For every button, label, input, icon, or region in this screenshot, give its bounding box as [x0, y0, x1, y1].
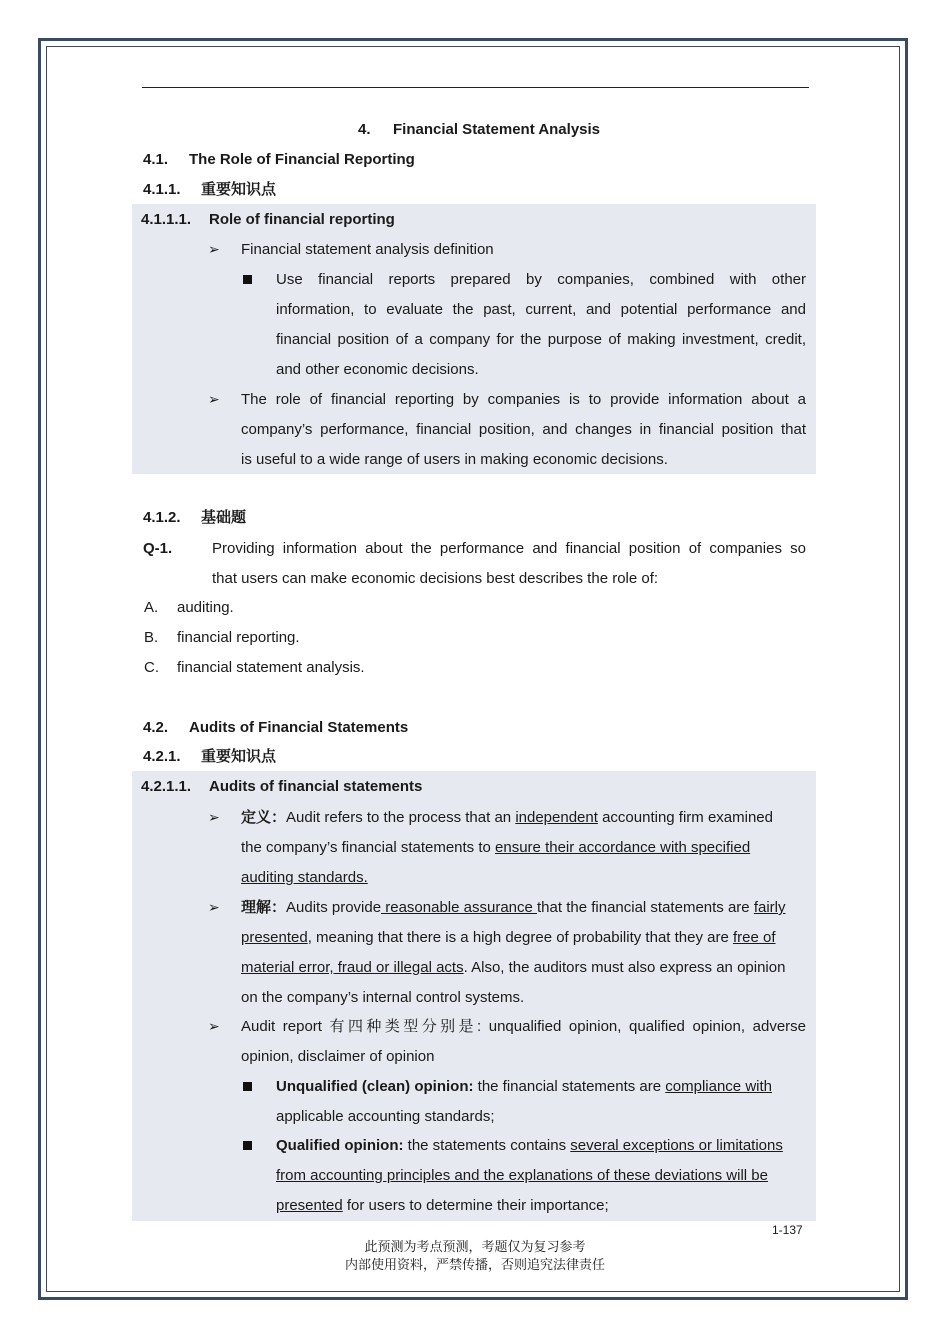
- section-number: 4.2.: [143, 719, 169, 736]
- arrow-bullet-icon: ➢: [208, 241, 220, 257]
- text-run: accounting firm examined: [597, 809, 773, 826]
- underlined-run: from accounting principles and the explanations of these deviations will be: [276, 1167, 768, 1184]
- chapter-number: 4.: [358, 121, 371, 138]
- qualified-line-3: [276, 1196, 609, 1216]
- topic-title: Role of financial reporting: [209, 211, 395, 228]
- option-letter: B.: [144, 629, 159, 646]
- text-run: the company’s financial statements to: [241, 839, 496, 856]
- definition-line-2: [241, 838, 750, 858]
- underlined-run: compliance with: [665, 1078, 772, 1095]
- footer-line-1: 此预测为考点预测，考题仅为复习参考: [364, 1240, 586, 1255]
- text-run: , meaning that there is a high degree of probability that they are: [307, 929, 733, 946]
- qualified-label: Qualified opinion:: [276, 1137, 404, 1154]
- subsection-title: 基础题: [201, 509, 247, 526]
- text-run: that the financial statements are: [537, 899, 754, 916]
- topic-number: 4.2.1.1.: [141, 778, 192, 795]
- text-run: . Also, the auditors must also express an opinion: [463, 959, 786, 976]
- unqualified-label: Unqualified (clean) opinion:: [276, 1078, 474, 1095]
- square-bullet-icon: [243, 1082, 252, 1091]
- option-letter: A.: [144, 599, 159, 616]
- text-run: the financial statements are: [473, 1078, 666, 1095]
- understanding-line-4: on the company’s internal control systems.: [241, 989, 525, 1006]
- underlined-run: independent: [515, 809, 598, 826]
- understanding-label: 理解：: [241, 899, 287, 916]
- bullet-line: company’s performance, financial position, and changes in financial position that: [241, 421, 806, 438]
- definition-line-3: [241, 868, 368, 888]
- text-run: the statements contains: [403, 1137, 571, 1154]
- question-stem-line: Providing information about the performance and financial position of companies so: [212, 540, 806, 557]
- text-run: Audits provide: [286, 899, 382, 916]
- definition-line-1: [241, 808, 773, 828]
- topic-title: Audits of financial statements: [209, 778, 423, 795]
- sub-bullet-line: financial position of a company for the purpose of making investment, credit,: [276, 331, 806, 348]
- arrow-bullet-icon: ➢: [208, 899, 220, 915]
- section-title: Audits of Financial Statements: [189, 719, 409, 736]
- subsection-number: 4.1.1.: [143, 181, 181, 198]
- bullet-text: Financial statement analysis definition: [241, 241, 494, 258]
- report-types-line-2: opinion, disclaimer of opinion: [241, 1048, 435, 1065]
- underlined-run: ensure their accordance with specified: [495, 839, 751, 856]
- text-run: Audit refers to the process that an: [286, 809, 516, 826]
- section-title: The Role of Financial Reporting: [189, 151, 415, 168]
- qualified-line-2: [276, 1166, 768, 1186]
- bullet-line: The role of financial reporting by companies is to provide information about a: [241, 391, 806, 408]
- bullet-line: is useful to a wide range of users in making economic decisions.: [241, 451, 668, 468]
- subsection-title: 重要知识点: [201, 748, 277, 765]
- topic-number: 4.1.1.1.: [141, 211, 192, 228]
- page-number: 1-137: [772, 1223, 803, 1237]
- unqualified-line-2: applicable accounting standards;: [276, 1108, 495, 1125]
- underlined-run: presented: [276, 1197, 343, 1214]
- square-bullet-icon: [243, 275, 252, 284]
- qualified-line-1: [276, 1136, 783, 1156]
- option-text: financial reporting.: [177, 629, 300, 646]
- report-types-line-1: Audit report 有四种类型分别是: unqualified opinion, qualified opinion, adverse: [241, 1018, 806, 1035]
- subsection-number: 4.2.1.: [143, 748, 181, 765]
- arrow-bullet-icon: ➢: [208, 391, 220, 407]
- arrow-bullet-icon: ➢: [208, 809, 220, 825]
- underlined-run: material error, fraud or illegal acts: [241, 959, 464, 976]
- underlined-run: presented: [241, 929, 308, 946]
- underlined-run: several exceptions or limitations: [570, 1137, 783, 1154]
- understanding-line-2: [241, 928, 776, 948]
- section-number: 4.1.: [143, 151, 169, 168]
- subsection-title: 重要知识点: [201, 181, 277, 198]
- footer-line-2: 内部使用资料，严禁传播，否则追究法律责任: [344, 1258, 605, 1273]
- unqualified-line-1: [276, 1077, 772, 1097]
- question-label: Q-1.: [143, 540, 173, 557]
- sub-bullet-line: and other economic decisions.: [276, 361, 479, 378]
- underlined-run: fairly: [753, 899, 786, 916]
- text-run: for users to determine their importance;: [342, 1197, 609, 1214]
- option-text: financial statement analysis.: [177, 659, 365, 676]
- sub-bullet-line: Use financial reports prepared by companies, combined with other: [276, 271, 806, 288]
- sub-bullet-line: information, to evaluate the past, current, and potential performance and: [276, 301, 806, 318]
- underlined-run: auditing standards.: [241, 869, 368, 886]
- subsection-number: 4.1.2.: [143, 509, 181, 526]
- understanding-line-3: [241, 958, 785, 978]
- underlined-run: reasonable assurance: [381, 899, 538, 916]
- underlined-run: free of: [733, 929, 776, 946]
- definition-label: 定义：: [241, 809, 287, 826]
- option-text: auditing.: [177, 599, 234, 616]
- chapter-title: Financial Statement Analysis: [393, 121, 601, 138]
- square-bullet-icon: [243, 1141, 252, 1150]
- option-letter: C.: [144, 659, 159, 676]
- arrow-bullet-icon: ➢: [208, 1018, 220, 1034]
- understanding-line-1: [241, 898, 785, 918]
- question-stem-line: that users can make economic decisions best describes the role of:: [212, 570, 659, 587]
